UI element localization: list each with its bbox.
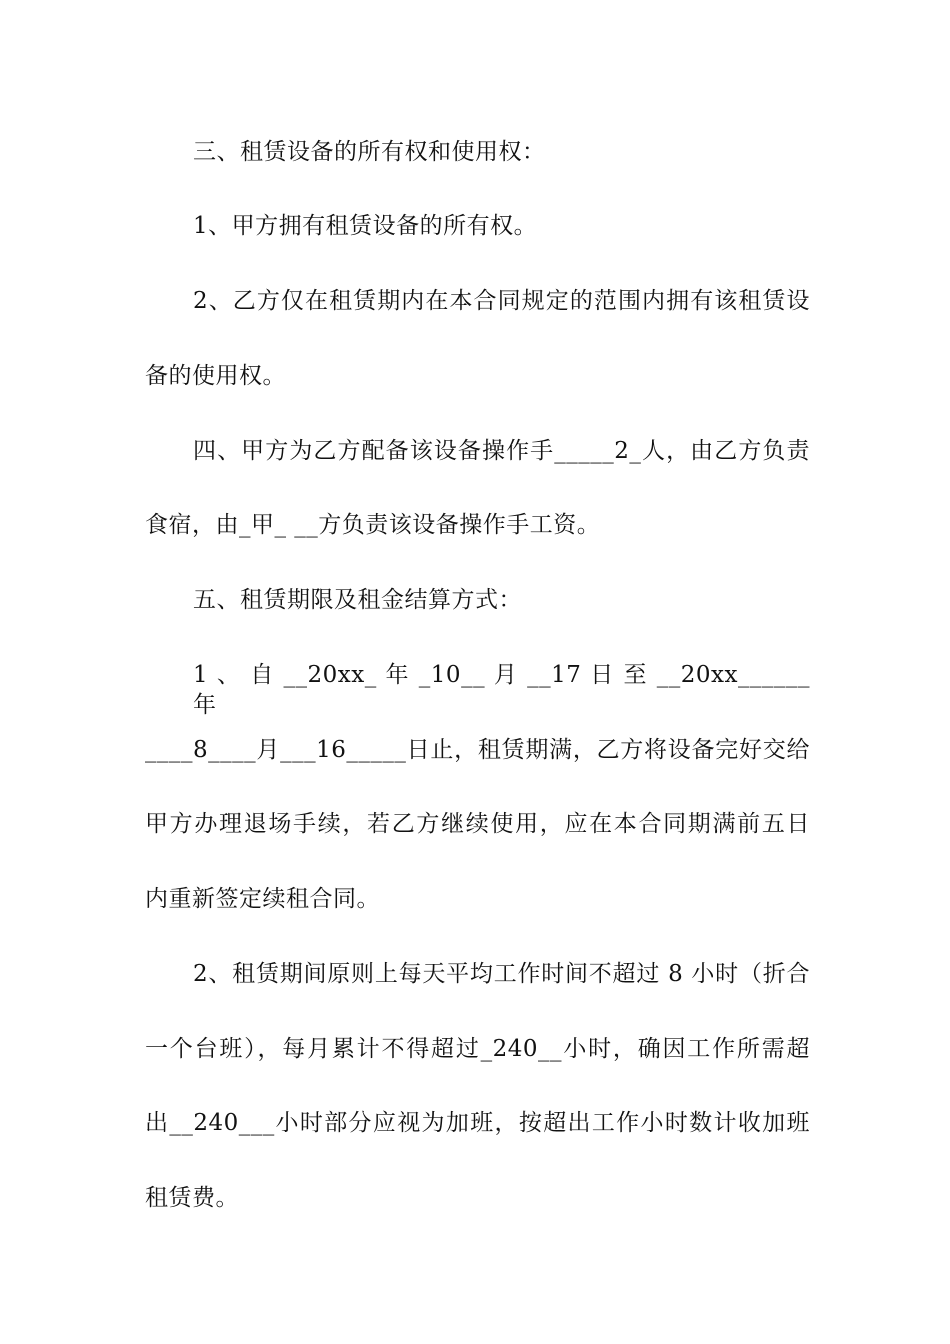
paragraph-line: 一个台班），每月累计不得超过_240__小时，确因工作所需超 xyxy=(145,1036,810,1062)
paragraph-line: 2、租赁期间原则上每天平均工作时间不超过 8 小时（折合 xyxy=(193,961,810,987)
section-heading-ownership: 三、租赁设备的所有权和使用权： xyxy=(193,139,546,165)
paragraph-line: ____8____月___16_____日止，租赁期满，乙方将设备完好交给 xyxy=(145,737,810,763)
paragraph-line: 四、甲方为乙方配备该设备操作手_____2_人，由乙方负责 xyxy=(193,438,810,464)
paragraph-line: 1 、 自 __20xx_ 年 _10__ 月 __17 日 至 __20xx______ 年 xyxy=(193,662,810,718)
paragraph-line: 2、乙方仅在租赁期内在本合同规定的范围内拥有该租赁设 xyxy=(193,288,810,314)
section-heading-lease-term: 五、租赁期限及租金结算方式： xyxy=(193,587,522,613)
paragraph-line: 1、甲方拥有租赁设备的所有权。 xyxy=(193,213,538,239)
paragraph-line: 内重新签定续租合同。 xyxy=(145,886,380,912)
paragraph-line: 租赁费。 xyxy=(145,1185,239,1211)
paragraph-line: 甲方办理退场手续，若乙方继续使用，应在本合同期满前五日 xyxy=(145,811,810,837)
paragraph-line: 食宿，由_甲_ __方负责该设备操作手工资。 xyxy=(145,512,601,538)
paragraph-line: 备的使用权。 xyxy=(145,363,286,389)
paragraph-line: 出__240___小时部分应视为加班，按超出工作小时数计收加班 xyxy=(145,1110,810,1136)
